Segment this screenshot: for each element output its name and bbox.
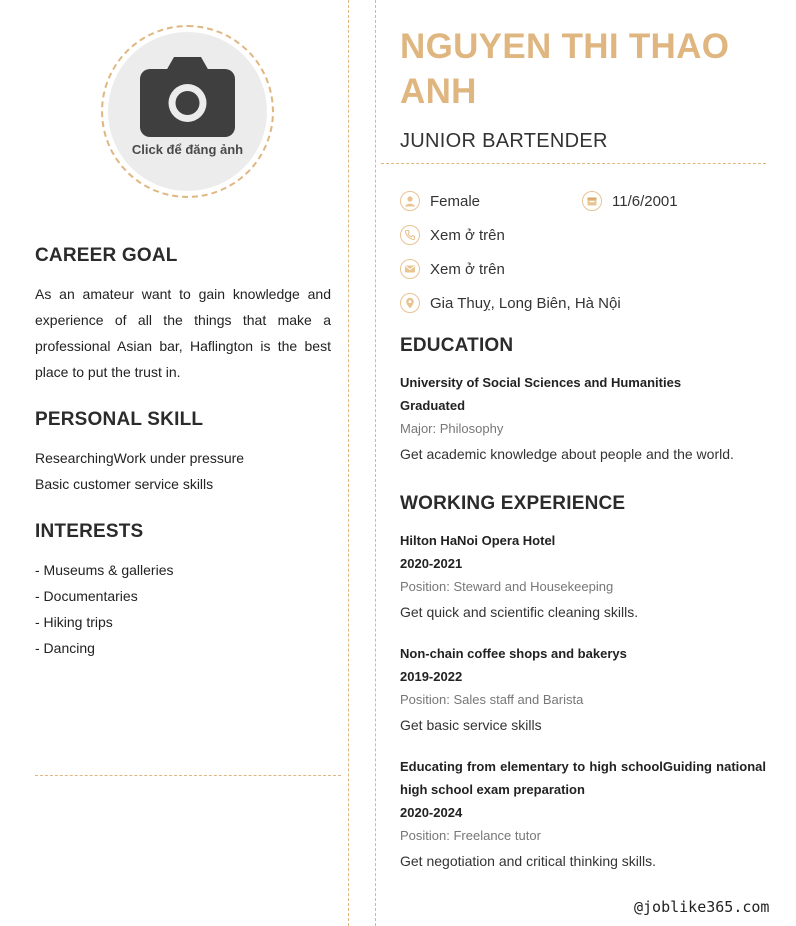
birthday-value: 11/6/2001 bbox=[612, 192, 678, 210]
experience-item bbox=[400, 529, 766, 625]
phone-value: Xem ở trên bbox=[430, 226, 505, 244]
job-position: Position: Freelance tutor bbox=[400, 828, 541, 843]
interest-item: - Dancing bbox=[35, 640, 95, 656]
skill-item: Basic customer service skills bbox=[35, 476, 214, 492]
email-row bbox=[400, 259, 505, 279]
interest-item: - Documentaries bbox=[35, 588, 138, 604]
career-goal-heading: CAREER GOAL bbox=[35, 245, 178, 266]
watermark-text: @joblike365.com bbox=[634, 898, 770, 916]
job-position: Position: Sales staff and Barista bbox=[400, 692, 584, 707]
mail-icon bbox=[400, 259, 420, 279]
career-goal-text: As an amateur want to gain knowledge and experience of all the things that make a professional Asian bar, Haflington is the best place to put the trust in. bbox=[35, 286, 331, 380]
candidate-name: NGUYEN THI THAO ANH bbox=[400, 27, 730, 111]
header-divider bbox=[381, 163, 766, 164]
company-name: Non-chain coffee shops and bakerys bbox=[400, 646, 627, 661]
job-period: 2020-2024 bbox=[400, 805, 463, 820]
user-icon bbox=[400, 191, 420, 211]
personal-skill-heading: PERSONAL SKILL bbox=[35, 409, 204, 430]
education-description: Get academic knowledge about people and the world. bbox=[400, 446, 734, 462]
left-bottom-divider bbox=[35, 775, 341, 776]
job-period: 2020-2021 bbox=[400, 556, 463, 571]
education-heading: EDUCATION bbox=[400, 335, 514, 356]
job-title: JUNIOR BARTENDER bbox=[400, 130, 608, 152]
experience-heading: WORKING EXPERIENCE bbox=[400, 493, 626, 514]
address-row bbox=[400, 293, 621, 313]
location-pin-icon bbox=[400, 293, 420, 313]
job-description: Get negotiation and critical thinking skills. bbox=[400, 853, 657, 869]
avatar-upload[interactable] bbox=[108, 32, 267, 191]
birthday-row bbox=[582, 191, 678, 211]
personal-skill-list bbox=[35, 445, 331, 497]
phone-icon bbox=[400, 225, 420, 245]
job-description: Get basic service skills bbox=[400, 717, 542, 733]
education-entry bbox=[400, 371, 766, 467]
phone-row bbox=[400, 225, 505, 245]
experience-item bbox=[400, 755, 766, 874]
education-major: Major: Philosophy bbox=[400, 421, 504, 436]
job-period: 2019-2022 bbox=[400, 669, 463, 684]
interest-item: - Museums & galleries bbox=[35, 562, 174, 578]
company-name: Hilton HaNoi Opera Hotel bbox=[400, 533, 556, 548]
interest-item: - Hiking trips bbox=[35, 614, 113, 630]
avatar-caption: Click để đăng ảnh bbox=[131, 142, 244, 157]
camera-icon bbox=[140, 55, 235, 137]
company-name: Educating from elementary to high schoolGuiding national high school exam preparation bbox=[400, 759, 766, 797]
calendar-icon bbox=[582, 191, 602, 211]
job-position: Position: Steward and Housekeeping bbox=[400, 579, 614, 594]
interests-list bbox=[35, 557, 331, 661]
interests-heading: INTERESTS bbox=[35, 521, 144, 542]
job-description: Get quick and scientific cleaning skills. bbox=[400, 604, 639, 620]
skill-item: ResearchingWork under pressure bbox=[35, 450, 245, 466]
column-divider-left bbox=[348, 0, 349, 926]
email-value: Xem ở trên bbox=[430, 260, 505, 278]
gender-row bbox=[400, 191, 480, 211]
gender-value: Female bbox=[430, 192, 481, 210]
address-value: Gia Thuỵ, Long Biên, Hà Nội bbox=[430, 294, 621, 312]
education-status: Graduated bbox=[400, 398, 466, 413]
column-divider-right bbox=[375, 0, 376, 926]
experience-item bbox=[400, 642, 766, 738]
school-name: University of Social Sciences and Humanities bbox=[400, 375, 682, 390]
